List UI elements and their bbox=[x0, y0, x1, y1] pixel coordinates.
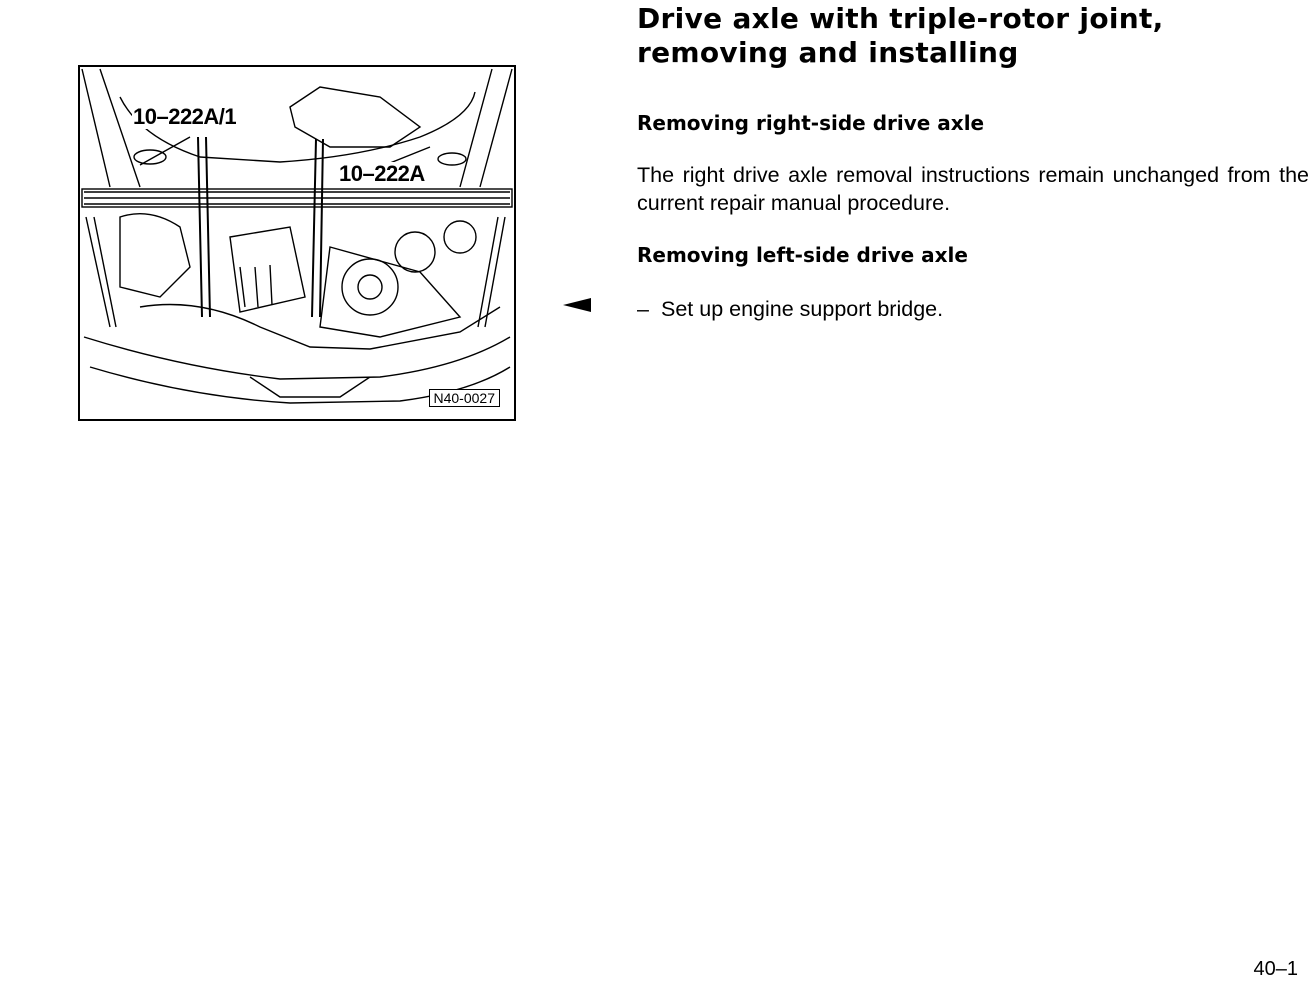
section-heading-left-axle: Removing left-side drive axle bbox=[637, 243, 968, 267]
step-dash: – bbox=[637, 297, 649, 321]
figure-id: N40-0027 bbox=[429, 389, 501, 407]
step-text: Set up engine support bridge. bbox=[661, 297, 944, 321]
section-heading-right-axle: Removing right-side drive axle bbox=[637, 111, 985, 135]
left-axle-step-1 bbox=[637, 295, 1297, 323]
page-title: Drive axle with triple-rotor joint, removing and installing bbox=[637, 2, 1164, 69]
right-axle-instructions: The right drive axle removal instructions remain unchanged from the current repair manual procedure. bbox=[637, 163, 1309, 215]
pointer-arrow-icon bbox=[563, 298, 591, 312]
tool-callout-10-222a: 10–222A bbox=[339, 161, 425, 186]
tool-callout-10-222a-1: 10–222A/1 bbox=[133, 104, 237, 129]
engine-support-illustration bbox=[78, 65, 516, 421]
page-number: 40–1 bbox=[1253, 958, 1298, 980]
